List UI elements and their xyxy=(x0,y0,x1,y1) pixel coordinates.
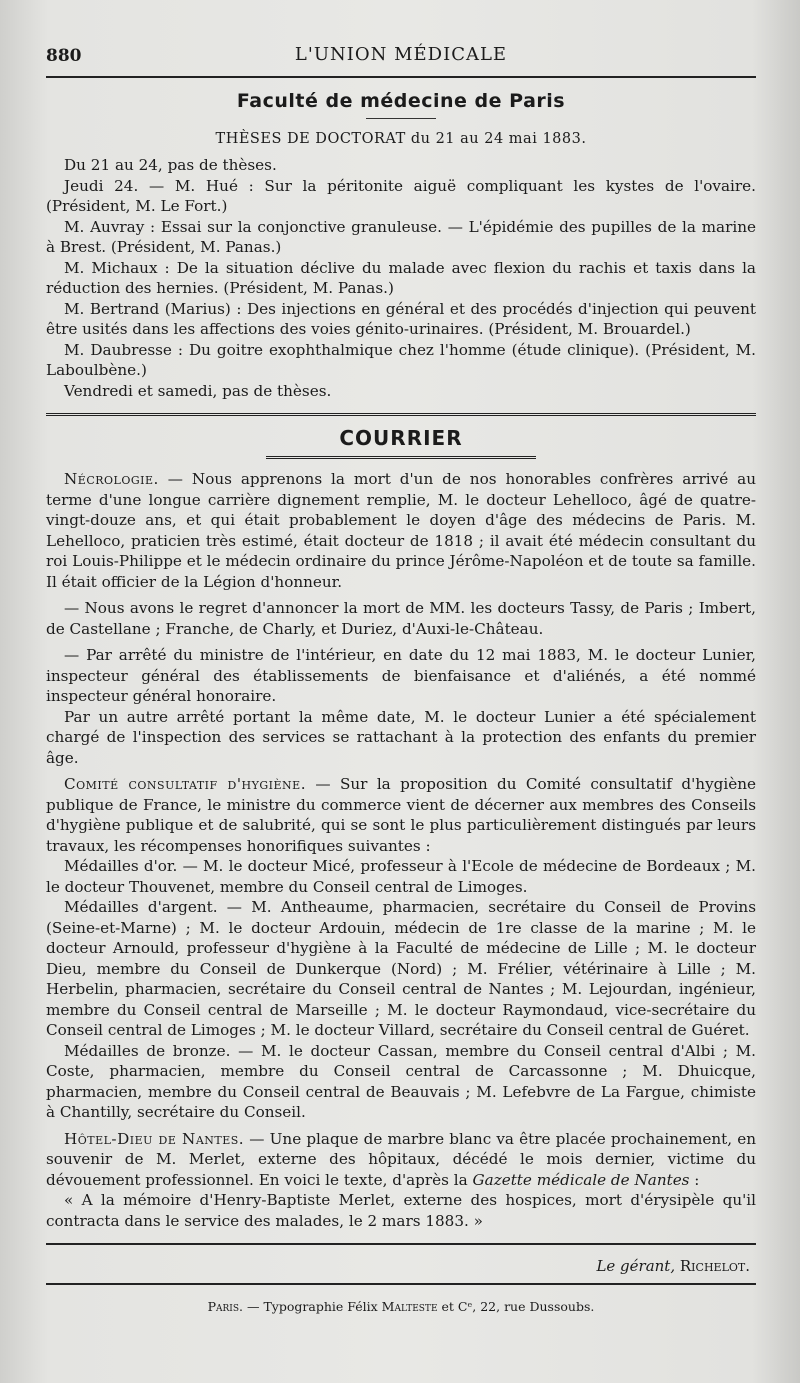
comite-lead: Comité consultatif d'hygiène. xyxy=(64,775,307,793)
courrier-section xyxy=(46,413,756,1231)
thesis-entry: M. Bertrand (Marius) : Des injections en général et des procédés d'injection qui peuvent être usités dans les affections des voies génito-urinaires. (Président, M. Brouardel.) xyxy=(46,299,756,338)
memorial-quote: « A la mémoire d'Henry-Baptiste Merlet, externe des hospices, mort d'érysipèle qu'il contracta dans le service des malades, le 2 mars 1883. » xyxy=(46,1191,756,1230)
medailles-argent-paragraph: Médailles d'argent. — M. Antheaume, pharmacien, secrétaire du Conseil de Provins (Seine-et-Marne) ; M. le docteur Ardouin, médecin de 1re classe de la marine ; M. le docteur Arnould, professeur d'hygiène à la Faculté de médecine de Lille ; M. le docteur Dieu, membre du Conseil de Dunkerque (Nord) ; M. Frélier, vétérinaire à Lille ; M. Herbelin, pharmacien, secrétaire du Conseil central de Nantes ; M. Lejourdan, ingénieur, membre du Conseil central de Marseille ; M. le docteur Raymondaud, vice-secrétaire du Conseil central de Limoges ; M. le docteur Villard, secrétaire du Conseil central de Guéret. xyxy=(46,898,756,1039)
gerant-signature xyxy=(46,1257,750,1275)
medailles-bronze-paragraph: Médailles de bronze. — M. le docteur Cassan, membre du Conseil central d'Albi ; M. Coste, pharmacien, membre du Conseil central de Carcassonne ; M. Dhuicque, pharmacien, membre du Conseil central de Beauvais ; M. Lefebvre de La Fargue, chimiste à Chantilly, secrétaire du Conseil. xyxy=(46,1041,756,1121)
printer-imprint xyxy=(46,1299,756,1314)
arrete-paragraph: — Par arrêté du ministre de l'intérieur, en date du 12 mai 1883, M. le docteur Lunier, inspecteur général des établissements de bienfaisance et d'aliénés, a été nommé inspecteur général honoraire. xyxy=(46,646,756,705)
necrologie-text: — Nous apprenons la mort d'un de nos honorables confrères arrivé au terme d'une longue carrière dignement remplie, M. le docteur Lehelloco, âgé de quatre-vingt-douze ans, et qui était probablement le doyen d'âge des médecins de Paris. M. Lehelloco, praticien très estimé, était docteur de 1818 ; il avait été médecin consultant du roi Louis-Philippe et le médecin ordinaire du prince Jérôme-Napoléon et de toute sa famille. Il était officier de la Légion d'honneur. xyxy=(46,470,756,591)
gazette-title: Gazette médicale de Nantes xyxy=(472,1170,690,1189)
gerant-name: Richelot. xyxy=(679,1257,750,1275)
page-header xyxy=(46,40,756,72)
printer-name: Malteste xyxy=(381,1299,438,1314)
running-title: L'UNION MÉDICALE xyxy=(294,44,508,65)
thesis-entry: M. Michaux : De la situation déclive du malade avec flexion du rachis et taxis dans la réduction des hernies. (Président, M. Panas.) xyxy=(46,258,756,297)
faculty-section-title: Faculté de médecine de Paris xyxy=(236,90,566,112)
comite-paragraph xyxy=(46,774,756,856)
hotel-dieu-text: — Une plaque de marbre blanc va être placée prochainement, en souvenir de M. Merlet, externe des hôpitaux, décédé le mois dernier, victime du dévouement professionnel. En voici le texte, d'après la xyxy=(46,1129,757,1189)
printer-address: et Cᵉ, 22, rue Dussoubs. xyxy=(437,1299,595,1314)
courrier-title: COURRIER xyxy=(339,426,463,450)
regret-paragraph: — Nous avons le regret d'annoncer la mort de MM. les docteurs Tassy, de Paris ; Imbert, de Castellane ; Franche, de Charly, et Duriez, d'Auxi-le-Château. xyxy=(46,599,756,638)
printer-city: Paris. xyxy=(207,1299,244,1314)
theses-subheading: THÈSES DE DOCTORAT du 21 au 24 mai 1883. xyxy=(215,131,587,147)
hotel-dieu-text-end: : xyxy=(689,1170,700,1189)
printer-text: — Typographie Félix xyxy=(243,1299,382,1314)
hotel-dieu-lead: Hôtel-Dieu de Nantes. xyxy=(64,1129,245,1148)
arrete-paragraph-2: Par un autre arrêté portant la même date, M. le docteur Lunier a été spécialement chargé de l'inspection des services se rattachant à la protection des enfants du premier âge. xyxy=(46,707,756,767)
necrologie-lead: Nécrologie. xyxy=(64,470,159,488)
thesis-entry: M. Auvray : Essai sur la conjonctive granuleuse. — L'épidémie des pupilles de la marine à Brest. (Président, M. Panas.) xyxy=(46,217,756,256)
footer-rules xyxy=(46,1243,756,1245)
necrologie-paragraph xyxy=(46,469,756,592)
header-rule xyxy=(46,76,756,78)
gerant-label: Le gérant, xyxy=(596,1257,676,1275)
courrier-top-rule xyxy=(46,413,756,416)
theses-list xyxy=(46,155,756,401)
faculty-title-rule xyxy=(366,118,436,119)
thesis-entry: Du 21 au 24, pas de thèses. xyxy=(64,156,277,174)
comite-text: — Sur la proposition du Comité consultatif d'hygiène publique de France, le ministre du commerce vient de décerner aux membres des Conseils d'hygiène publique et de salubrité, qui se sont le plus particulièrement distingués par leurs travaux, les récompenses honorifiques suivantes : xyxy=(46,775,756,855)
thesis-entry: Jeudi 24. — M. Hué : Sur la péritonite aiguë compliquant les kystes de l'ovaire. (Président, M. Le Fort.) xyxy=(46,176,756,215)
page-number: 880 xyxy=(46,46,82,66)
medailles-or-paragraph: Médailles d'or. — M. le docteur Micé, professeur à l'Ecole de médecine de Bordeaux ; M. le docteur Thouvenet, membre du Conseil central de Limoges. xyxy=(46,857,756,896)
hotel-dieu-paragraph xyxy=(46,1129,756,1191)
thesis-entry: M. Daubresse : Du goitre exophthalmique chez l'homme (étude clinique). (Président, M. Laboulbène.) xyxy=(46,340,756,379)
footer-rule-bottom xyxy=(46,1283,756,1285)
thesis-entry: Vendredi et samedi, pas de thèses. xyxy=(64,381,332,400)
courrier-title-rule xyxy=(266,456,536,459)
footer-rule-top xyxy=(46,1243,756,1245)
